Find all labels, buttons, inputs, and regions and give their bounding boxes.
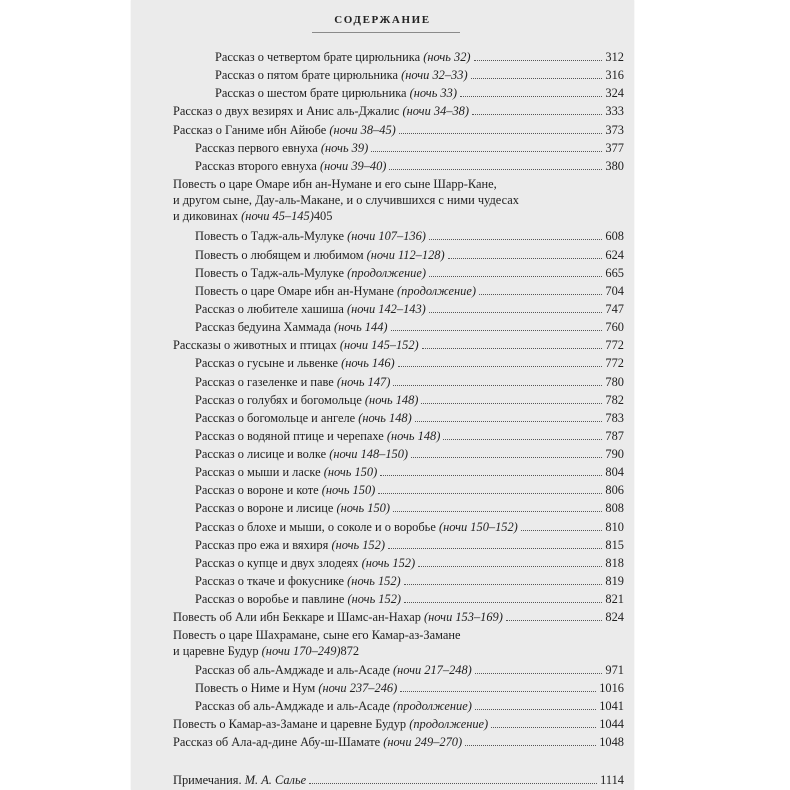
toc-leader-dots	[380, 475, 602, 476]
toc-leader-dots	[411, 457, 602, 458]
toc-entry	[195, 320, 624, 334]
toc-page-number: 760	[605, 320, 624, 335]
toc-entry	[195, 141, 624, 155]
toc-page-number: 377	[605, 140, 624, 155]
toc-page-number: 824	[605, 610, 624, 625]
toc-entry	[195, 663, 624, 677]
toc-entry-title: Рассказ о мыши и ласке	[195, 465, 321, 480]
toc-entry	[195, 556, 624, 570]
toc-leader-dots	[475, 709, 596, 710]
toc-entry-note: (ночь 150)	[323, 465, 378, 480]
toc-leader-dots	[404, 584, 603, 585]
toc-leader-dots	[399, 133, 603, 134]
toc-entry-note: (ночь 144)	[334, 320, 388, 335]
toc-entry	[173, 735, 624, 749]
toc-entry	[195, 538, 624, 552]
toc-entry	[195, 159, 624, 173]
toc-entry	[195, 393, 624, 407]
toc-leader-dots	[443, 439, 602, 440]
toc-page-number: 821	[605, 592, 624, 607]
toc-entry-note: (ночи 217–248)	[392, 662, 472, 677]
toc-page-number: 747	[605, 302, 624, 316]
toc-entry	[195, 375, 624, 389]
toc-entry-title: Рассказ о ткаче и фокуснике	[195, 573, 345, 588]
toc-leader-dots	[429, 239, 602, 240]
toc-leader-dots	[506, 620, 603, 621]
toc-page-number: 804	[605, 465, 624, 480]
toc-entry-note: (ночи 237–246)	[318, 680, 398, 695]
toc-entry-note: (ночи 142–143)	[346, 302, 426, 316]
toc-page-number: 665	[605, 265, 624, 280]
toc-entry	[173, 123, 624, 137]
toc-entry	[215, 68, 624, 82]
toc-entry-note: (ночи 148–150)	[329, 447, 409, 462]
toc-entry-title: Рассказ о шестом брате цирюльника	[215, 86, 407, 101]
toc-entry-note: (ночи 153–169)	[424, 610, 503, 625]
toc-leader-dots	[415, 421, 603, 422]
toc-leader-dots	[418, 566, 602, 567]
toc-leader-dots	[429, 312, 603, 313]
toc-entry-note: (ночь 152)	[347, 573, 401, 588]
toc-entry-note: (ночь 147)	[336, 374, 391, 389]
toc-entry-note: (ночь 150)	[321, 483, 376, 498]
toc-entry-note: (ночи 150–152)	[438, 519, 518, 534]
toc-entry-note: (ночи 32–33)	[401, 68, 468, 83]
toc-leader-dots	[448, 258, 603, 259]
toc-page-number: 324	[605, 86, 624, 101]
toc-page-number: 772	[605, 338, 624, 353]
toc-page-number: 810	[605, 519, 624, 534]
toc-page-number: 872	[340, 644, 360, 659]
toc-leader-dots	[491, 727, 596, 728]
toc-entry	[195, 574, 624, 588]
toc-page-number: 1016	[599, 680, 624, 695]
toc-entry-note: (продолжение)	[347, 265, 426, 280]
toc-entry-title: Рассказ о блохе и мыши, о соколе и о воробье	[195, 519, 436, 534]
book-page	[131, 0, 634, 790]
toc-entry-title: Примечания.	[173, 773, 242, 788]
toc-leader-dots	[393, 385, 602, 386]
toc-entry-note: (ночь 148)	[358, 410, 412, 425]
toc-leader-dots	[389, 169, 602, 170]
toc-leader-dots	[475, 673, 603, 674]
toc-entry-title: Рассказ о Ганиме ибн Айюбе	[173, 122, 327, 137]
toc-leader-dots	[429, 276, 602, 277]
toc-entry-title: Рассказы о животных и птицах	[173, 338, 337, 353]
toc-page-number: 787	[605, 428, 624, 443]
toc-leader-dots	[398, 366, 603, 367]
toc-entry-title: Повесть об Али ибн Беккаре и Шамс-ан-Нахар	[173, 610, 421, 625]
toc-entry	[195, 248, 624, 262]
toc-entry	[195, 681, 624, 695]
toc-entry-note: (ночи 170–249)	[261, 644, 341, 659]
toc-entry-title: Рассказ о водяной птице и черепахе	[195, 428, 384, 443]
toc-page-number: 316	[605, 68, 624, 83]
toc-leader-dots	[465, 745, 596, 746]
toc-entry	[195, 447, 624, 461]
toc-entry-note: (ночи 38–45)	[329, 122, 396, 137]
toc-leader-dots	[388, 548, 602, 549]
toc-entry	[195, 302, 624, 316]
toc-entry-note: (ночи 112–128)	[366, 247, 445, 262]
toc-page-number: 1048	[599, 735, 624, 750]
toc-page-number: 818	[605, 555, 624, 570]
toc-entry	[195, 284, 624, 298]
toc-entry	[195, 520, 624, 534]
toc-entry	[195, 465, 624, 479]
toc-entry-title: Повесть о любящем и любимом	[195, 247, 364, 262]
toc-entry-title: Рассказ об аль-Амджаде и аль-Асаде	[195, 699, 390, 714]
toc-entry-note: (ночь 148)	[386, 428, 441, 443]
toc-entry	[173, 177, 624, 223]
toc-entry-note: (ночь 152)	[331, 537, 385, 552]
toc-page-number: 405	[313, 208, 333, 223]
toc-entry	[173, 717, 624, 731]
toc-leader-dots	[421, 403, 602, 404]
toc-entry-title: и диковинах	[173, 208, 239, 223]
toc-entry-title: Повесть о Ниме и Нум	[195, 680, 316, 695]
toc-page-number: 704	[605, 283, 624, 298]
toc-page-number: 971	[605, 662, 624, 677]
toc-entry-title: Рассказ о газеленке и паве	[195, 374, 334, 389]
toc-page-number: 782	[605, 392, 624, 407]
toc-page-number: 783	[605, 410, 624, 425]
toc-entry-title: Рассказ о пятом брате цирюльника	[215, 68, 399, 83]
toc-leader-dots	[521, 530, 603, 531]
toc-entry-note: (ночь 33)	[409, 86, 457, 101]
toc-page-number: 1044	[599, 717, 624, 732]
toc-entry-title: Рассказ о любителе хашиша	[195, 302, 344, 316]
toc-leader-dots	[474, 60, 603, 61]
toc-page-number: 772	[605, 356, 624, 371]
toc-page-number: 312	[605, 50, 624, 64]
toc-entry-title: Рассказ о гусыне и львенке	[195, 356, 339, 371]
toc-entry-title: Рассказ про ежа и вяхиря	[195, 537, 329, 552]
toc-entry-title: Повесть о царе Шахрамане, сыне его Камар-аз-Замане	[173, 628, 461, 643]
toc-entry-note: М. А. Салье	[244, 773, 307, 788]
toc-page-number: 608	[605, 229, 624, 244]
toc-entry-title: Рассказ о четвертом брате цирюльника	[215, 50, 421, 64]
toc-entry	[173, 610, 624, 624]
toc-leader-dots	[460, 96, 602, 97]
toc-entry-note: (продолжение)	[409, 717, 489, 732]
toc-leader-dots	[472, 114, 602, 115]
toc-entry	[195, 429, 624, 443]
toc-entry-note: (ночи 45–145)	[241, 208, 314, 223]
toc-entry-title: Рассказ о купце и двух злодеях	[195, 555, 359, 570]
toc-entry	[195, 592, 624, 606]
toc-leader-dots	[404, 602, 602, 603]
heading-rule	[312, 32, 460, 33]
page-heading: СОДЕРЖАНИЕ	[334, 14, 431, 26]
toc-entry-note: (продолжение)	[392, 699, 472, 714]
toc-entry-note: (ночи 249–270)	[383, 735, 463, 750]
toc-entry-title: Рассказ об аль-Амджаде и аль-Асаде	[195, 662, 390, 677]
toc-page-number: 1114	[600, 773, 624, 788]
toc-entry-title: Повесть о царе Омаре ибн ан-Нумане и его сыне Шарр-Кане,	[173, 176, 497, 191]
toc-entry-title: Рассказ о лисице и волке	[195, 447, 327, 462]
toc-entry-note: (ночи 107–136)	[347, 229, 426, 244]
toc-entry-note: (ночь 152)	[361, 555, 416, 570]
toc-page-number: 1041	[599, 699, 624, 714]
toc-entry-title: Повесть о Тадж-аль-Мулуке	[195, 229, 344, 244]
toc-entry	[195, 483, 624, 497]
toc-entry-title: Рассказ о богомольце и ангеле	[195, 410, 356, 425]
toc-page-number: 815	[605, 537, 624, 552]
toc-entry-note: (ночь 148)	[364, 392, 419, 407]
toc-entry-title: Повесть о Камар-аз-Замане и царевне Будур	[173, 717, 407, 732]
toc-entry	[173, 773, 624, 787]
toc-entry	[173, 628, 624, 658]
toc-leader-dots	[400, 691, 596, 692]
toc-leader-dots	[422, 348, 603, 349]
toc-entry	[195, 356, 624, 370]
toc-entry	[195, 699, 624, 713]
toc-entry	[173, 104, 624, 118]
toc-entry-note: (ночь 152)	[347, 592, 402, 607]
toc-page-number: 624	[605, 247, 624, 262]
toc-entry-title: Рассказ о вороне и лисице	[195, 501, 334, 516]
toc-entry-note: (ночи 34–38)	[402, 104, 469, 119]
toc-entry	[195, 229, 624, 243]
toc-entry-note: (ночи 39–40)	[319, 158, 387, 173]
toc-entry-title: Рассказ об Ала-ад-дине Абу-ш-Шамате	[173, 735, 381, 750]
toc-entry-title: Рассказ первого евнуха	[195, 140, 318, 155]
toc-entry-note: (ночь 39)	[320, 140, 369, 155]
toc-page-number: 373	[605, 122, 624, 137]
toc-entry-title: Рассказ о голубях и богомольце	[195, 392, 362, 407]
toc-page-number: 780	[605, 374, 624, 389]
toc-entry-note: (ночи 145–152)	[339, 338, 419, 353]
toc-entry-note: (ночь 150)	[336, 501, 391, 516]
toc-leader-dots	[371, 151, 602, 152]
toc-entry-note: (ночь 146)	[341, 356, 395, 371]
toc-entry	[215, 86, 624, 100]
toc-page-number: 790	[605, 447, 624, 462]
toc-leader-dots	[309, 783, 597, 784]
toc-entry	[215, 50, 624, 64]
toc-entry	[195, 266, 624, 280]
toc-entry	[195, 411, 624, 425]
toc-entry	[173, 338, 624, 352]
toc-page-number: 808	[605, 501, 624, 516]
toc-leader-dots	[393, 511, 602, 512]
toc-page-number: 806	[605, 483, 624, 498]
toc-entry-title: Рассказ о двух везирях и Анис аль-Джалис	[173, 104, 400, 119]
toc-entry	[195, 501, 624, 515]
toc-entry-title: и царевне Будур	[173, 644, 259, 659]
toc-entry-title: Рассказ бедуина Хаммада	[195, 320, 331, 335]
toc-entry-title: и другом сыне, Дау-аль-Макане, и о случившихся с ними чудесах	[173, 192, 519, 207]
toc-leader-dots	[471, 78, 603, 79]
toc-entry-title: Повесть о царе Омаре ибн ан-Нумане	[195, 283, 394, 298]
toc-page-number: 333	[605, 104, 624, 119]
toc-entry-title: Рассказ о вороне и коте	[195, 483, 319, 498]
toc-entry-title: Повесть о Тадж-аль-Мулуке	[195, 265, 344, 280]
toc-page-number: 819	[605, 573, 624, 588]
toc-entry-title: Рассказ второго евнуха	[195, 158, 317, 173]
toc-leader-dots	[378, 493, 602, 494]
toc-entry-note: (продолжение)	[397, 283, 476, 298]
toc-entry-note: (ночь 32)	[423, 50, 471, 64]
toc-leader-dots	[479, 294, 602, 295]
toc-entry-title: Рассказ о воробье и павлине	[195, 592, 345, 607]
toc-page-number: 380	[605, 158, 624, 173]
toc-leader-dots	[391, 330, 603, 331]
